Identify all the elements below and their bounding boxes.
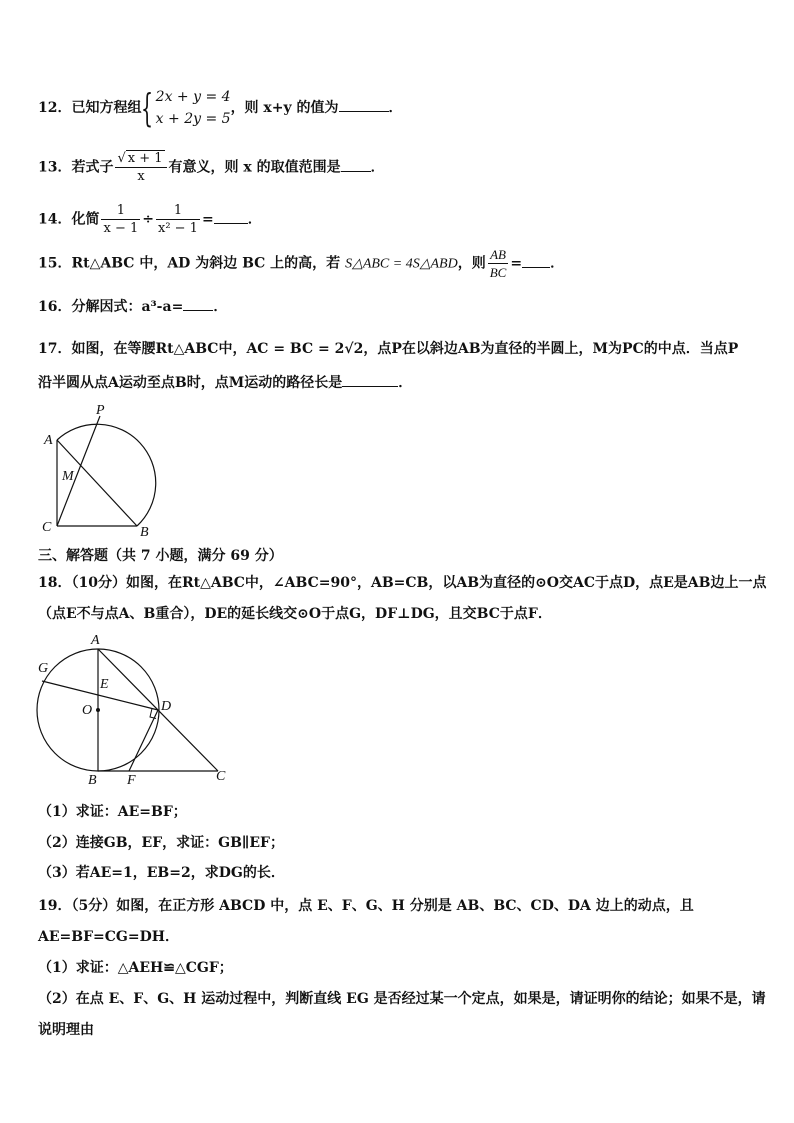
svg-text:C: C bbox=[42, 520, 52, 535]
svg-text:E: E bbox=[100, 677, 109, 692]
question-18-line-2: （点E不与点A、B重合），DE的延长线交⊙O于点G，DF⊥DG，且交BC于点F． bbox=[38, 606, 552, 622]
question-18-part-2: （2）连接GB，EF，求证：GB∥EF； bbox=[38, 835, 284, 851]
fraction: $\frac{√ x + 1}{x}$ bbox=[115, 150, 166, 185]
answer-blank bbox=[341, 159, 371, 172]
svg-text:A: A bbox=[44, 433, 53, 448]
fraction-2: $\frac{1}{\text{x² − 1}}$ bbox=[157, 203, 198, 236]
question-19-line-1: 19．（5分）如图，在正方形 ABCD 中，点 E、F、G、H 分别是 AB、BC、CD、DA 边上的动点，且 bbox=[38, 898, 694, 914]
question-17-line-1: 17．如图，在等腰Rt△ABC中，AC = BC = 2√2，点P在以斜边AB为直径的半圆上，M为PC的中点．当点P bbox=[38, 341, 739, 357]
question-19-part-1: （1）求证：△AEH≌△CGF； bbox=[38, 960, 233, 976]
svg-text:D: D bbox=[161, 699, 172, 714]
svg-text:M: M bbox=[62, 469, 74, 484]
question-12: 12．已知方程组{ 2x + y = 4 x + 2y = 5 ，则 x+y 的值为 ． bbox=[38, 86, 403, 130]
question-18-part-3: （3）若AE=1，EB=2，求DG的长． bbox=[38, 865, 285, 881]
answer-blank bbox=[183, 298, 213, 311]
equation-system: 2x + y = 4 x + 2y = 5 bbox=[155, 89, 231, 127]
question-17-line-2: 沿半圆从点A运动至点B时，点M运动的路径长是 ． bbox=[38, 375, 413, 391]
question-19-line-2: AE=BF=CG=DH． bbox=[38, 929, 179, 945]
svg-text:C: C bbox=[216, 769, 226, 784]
svg-text:F: F bbox=[127, 773, 136, 788]
question-16: 16．分解因式：a³-a= ． bbox=[38, 299, 228, 315]
question-13: 13．若式子 $\frac{√ x + 1}{x}$ 有意义，则 x 的取值范围是 ． bbox=[38, 151, 385, 184]
answer-blank bbox=[522, 255, 550, 268]
answer-blank bbox=[342, 374, 398, 387]
svg-text:O: O bbox=[82, 703, 93, 718]
figure-18 bbox=[30, 630, 230, 790]
question-19-part-2: （2）在点 E、F、G、H 运动过程中，判断直线 EG 是否经过某一个定点，如果是，请证明你的结论；如果不是，请 bbox=[38, 991, 766, 1007]
section-3-heading: 三、解答题（共 7 小题，满分 69 分） bbox=[38, 548, 283, 564]
question-18-line-1: 18．（10分）如图，在Rt△ABC中，∠ABC=90°，AB=CB，以AB为直径的⊙O交AC于点D，点E是AB边上一点 bbox=[38, 575, 767, 591]
question-19-part-3: 说明理由 bbox=[38, 1022, 94, 1038]
answer-blank bbox=[214, 211, 248, 224]
svg-text:B: B bbox=[88, 773, 97, 788]
fraction: $\frac{AB}{BC}$ bbox=[489, 247, 507, 280]
brace: { bbox=[141, 86, 154, 130]
svg-text:P: P bbox=[96, 403, 105, 418]
fraction-1: $\frac{1}{x - 1}$ bbox=[103, 203, 139, 236]
question-15: 15．Rt△ABC 中，AD 为斜边 BC 上的高，若 S△ABC = 4S△ABD，则 $\frac{AB}{BC}$ = ． bbox=[38, 247, 565, 280]
question-18-part-1: （1）求证：AE=BF； bbox=[38, 804, 187, 820]
svg-text:B: B bbox=[140, 525, 149, 540]
question-14: 14．化简 $\frac{1}{x - 1}$ ÷ $\frac{1}{\text{x² − 1}}$ = ． bbox=[38, 203, 262, 236]
svg-text:G: G bbox=[38, 661, 49, 676]
svg-text:A: A bbox=[91, 633, 100, 648]
figure-17 bbox=[30, 400, 180, 540]
answer-blank bbox=[339, 99, 389, 112]
